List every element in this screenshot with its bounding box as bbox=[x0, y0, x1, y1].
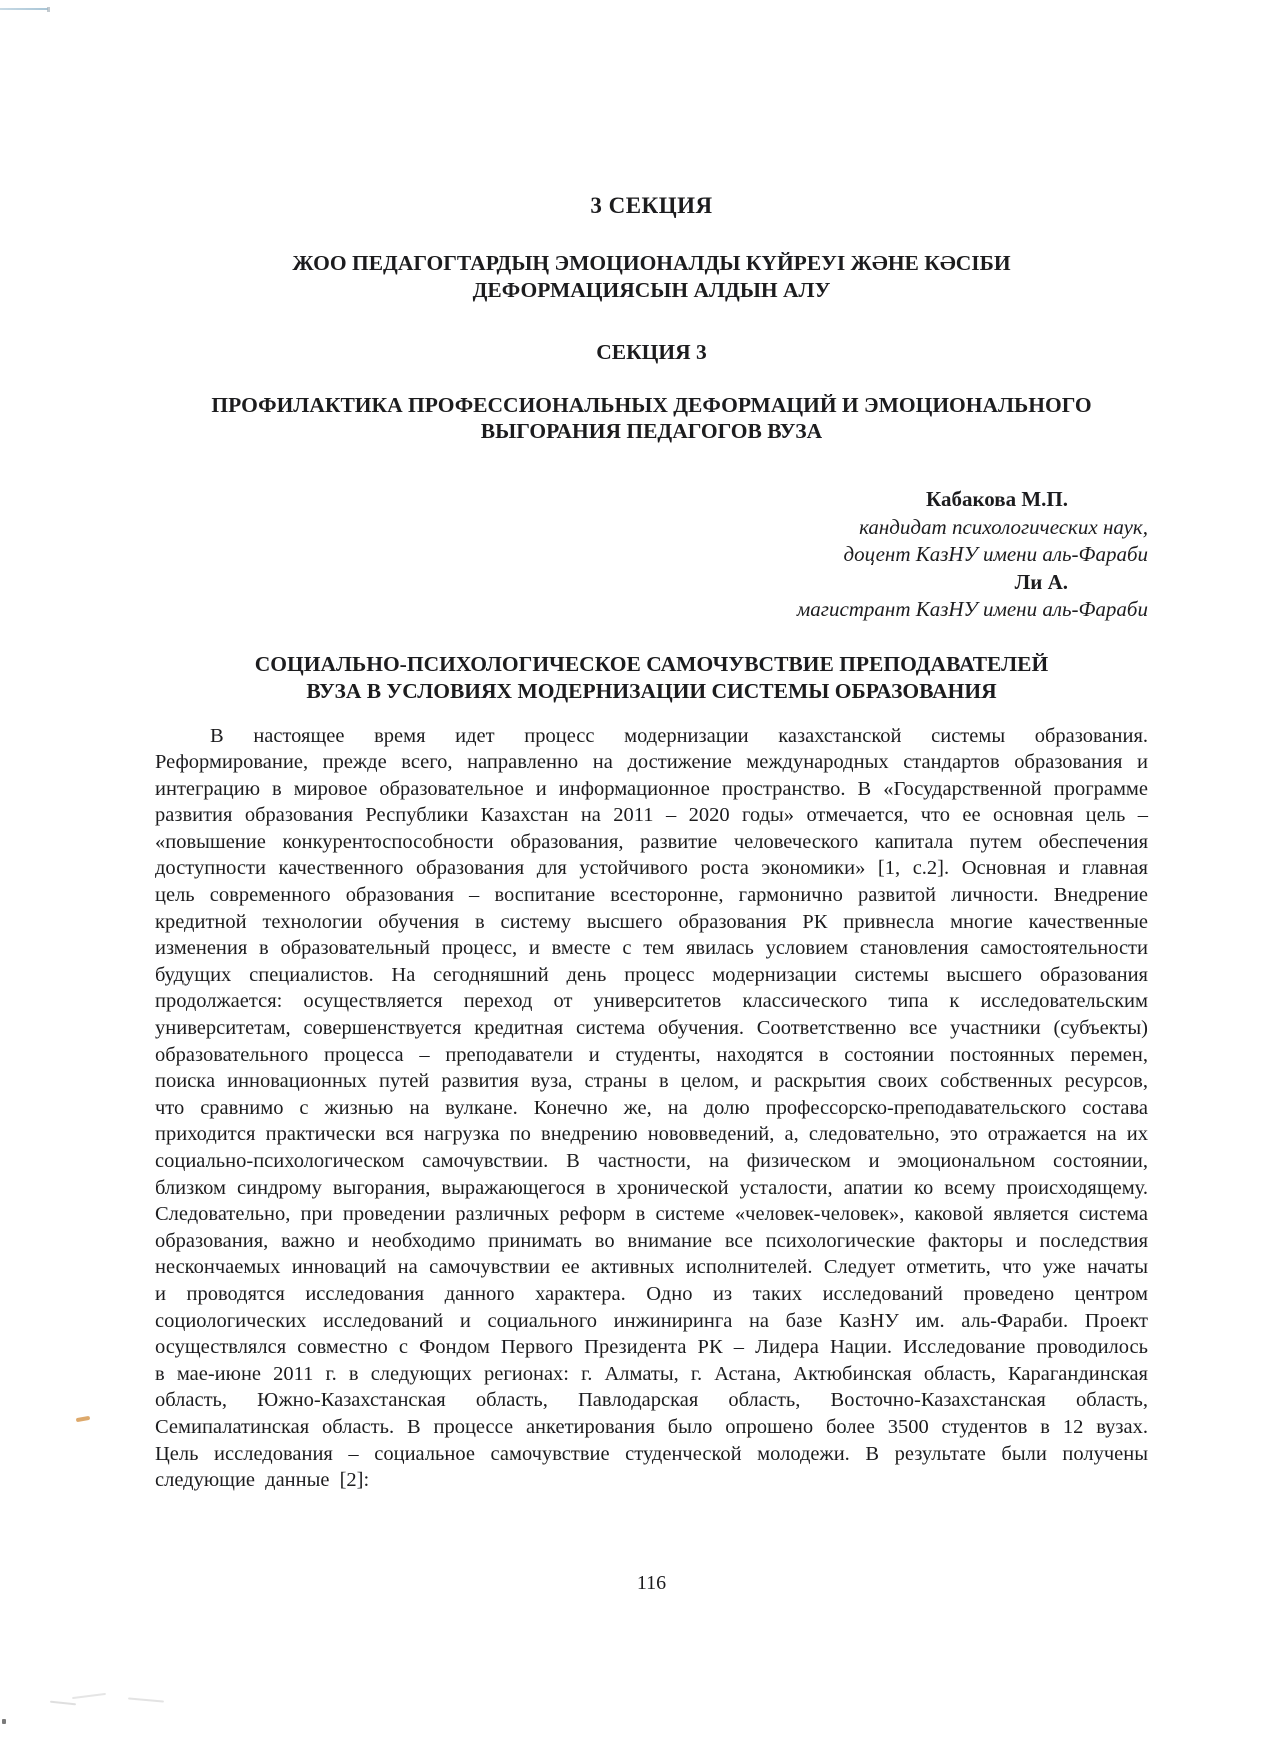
section-title-kazakh bbox=[155, 250, 1148, 304]
scan-artifact-smudge bbox=[72, 1693, 106, 1699]
scan-artifact-smudge bbox=[50, 1701, 76, 1706]
section-title-kazakh-line1: ЖОО ПЕДАГОГТАРДЫҢ ЭМОЦИОНАЛДЫ КҮЙРЕУІ ЖӘНЕ КӘСІБИ bbox=[292, 251, 1011, 275]
section-title-russian bbox=[155, 392, 1148, 444]
author-affiliation: доцент КазНУ имени аль-Фараби bbox=[843, 542, 1148, 566]
scan-artifact-top-line bbox=[0, 8, 48, 10]
article-title-line1: СОЦИАЛЬНО-ПСИХОЛОГИЧЕСКОЕ САМОЧУВСТВИЕ ПРЕПОДАВАТЕЛЕЙ bbox=[254, 651, 1049, 676]
author-block bbox=[155, 486, 1148, 624]
author-affiliation: кандидат психологических наук, bbox=[859, 514, 1148, 539]
scan-artifact-smudge bbox=[128, 1697, 164, 1702]
body-paragraph: В настоящее время идет процесс модернизации казахстанской системы образования. Реформирование, прежде всего, направленно на достижение международных стандартов образования и интеграцию в мировое образовательное и информационное пространство. В «Государственной программе развития образования Республики Казахстан на 2011 – 2020 годы» отмечается, что ее основная цель – «повышение конкурентоспособности образования, развитие человеческого капитала путем обеспечения доступности качественного образования для устойчивого роста экономики» [1, с.2]. Основная и главная цель современного образования – воспитание всесторонне, гармонично развитой личности. Внедрение кредитной технологии обучения в систему высшего образования РК привнесла многие качественные изменения в образовательный процесс, и вместе с тем явилась условием становления самостоятельности будущих специалистов. На сегодняшний день процесс модернизации системы высшего образования продолжается: осуществляется переход от университетов классического типа к исследовательским университетам, совершенствуется кредитная система обучения. Соответственно все участники (субъекты) образовательного процесса – преподаватели и студенты, находятся в состоянии постоянных перемен, поиска инновационных путей развития вуза, страны в целом, и раскрытия своих собственных ресурсов, что сравнимо с жизнью на вулкане. Конечно же, на долю профессорско-преподавательского состава приходится практически вся нагрузка по внедрению нововведений, а, следовательно, это отражается на их социально-психологическом самочувствии. В частности, на физическом и эмоциональном состоянии, близком синдрому выгорания, выражающегося в хронической усталости, апатии ко всему происходящему. Следовательно, при проведении различных реформ в системе «человек-человек», каковой является система образования, важно и необходимо принимать во внимание все психологические факторы и последствия нескончаемых инноваций на самочувствии ее активных исполнителей. Следует отметить, что уже начаты и проводятся исследования данного характера. Одно из таких исследований проведено центром социологических исследований и социального инжиниринга на базе КазНУ им. аль-Фараби. Проект осуществлялся совместно с Фондом Первого Президента РК – Лидера Нации. Исследование проводилось в мае-июне 2011 г. в следующих регионах: г. Алматы, г. Астана, Актюбинская область, Карагандинская область, Южно-Казахстанская область, Павлодарская область, Восточно-Казахстанская область, Семипалатинская область. В процессе анкетирования было опрошено более 3500 студентов в 12 вузах. Цель исследования – социальное самочувствие студенческой молодежи. В результате были получены следующие данные [2]: bbox=[155, 724, 1148, 1492]
article-title bbox=[155, 651, 1148, 706]
scan-artifact-dot bbox=[2, 1719, 6, 1724]
author-name: Кабакова М.П. bbox=[926, 487, 1068, 511]
author-affiliation: магистрант КазНУ имени аль-Фараби bbox=[796, 597, 1148, 621]
section-title-kazakh-line2: ДЕФОРМАЦИЯСЫН АЛДЫН АЛУ bbox=[472, 278, 831, 302]
section-number-heading-russian: СЕКЦИЯ 3 bbox=[596, 340, 707, 364]
section-title-russian-line2: ВЫГОРАНИЯ ПЕДАГОГОВ ВУЗА bbox=[480, 419, 823, 443]
section-number-heading: 3 СЕКЦИЯ bbox=[590, 193, 713, 218]
page-number: 116 bbox=[636, 1572, 667, 1594]
article-title-line2: ВУЗА В УСЛОВИЯХ МОДЕРНИЗАЦИИ СИСТЕМЫ ОБРАЗОВАНИЯ bbox=[306, 679, 997, 703]
section-title-russian-line1: ПРОФИЛАКТИКА ПРОФЕССИОНАЛЬНЫХ ДЕФОРМАЦИЙ И ЭМОЦИОНАЛЬНОГО bbox=[211, 393, 1092, 417]
page-content bbox=[0, 193, 1275, 1494]
scan-artifact-top-tick bbox=[47, 7, 50, 12]
author-name: Ли А. bbox=[1014, 569, 1068, 594]
